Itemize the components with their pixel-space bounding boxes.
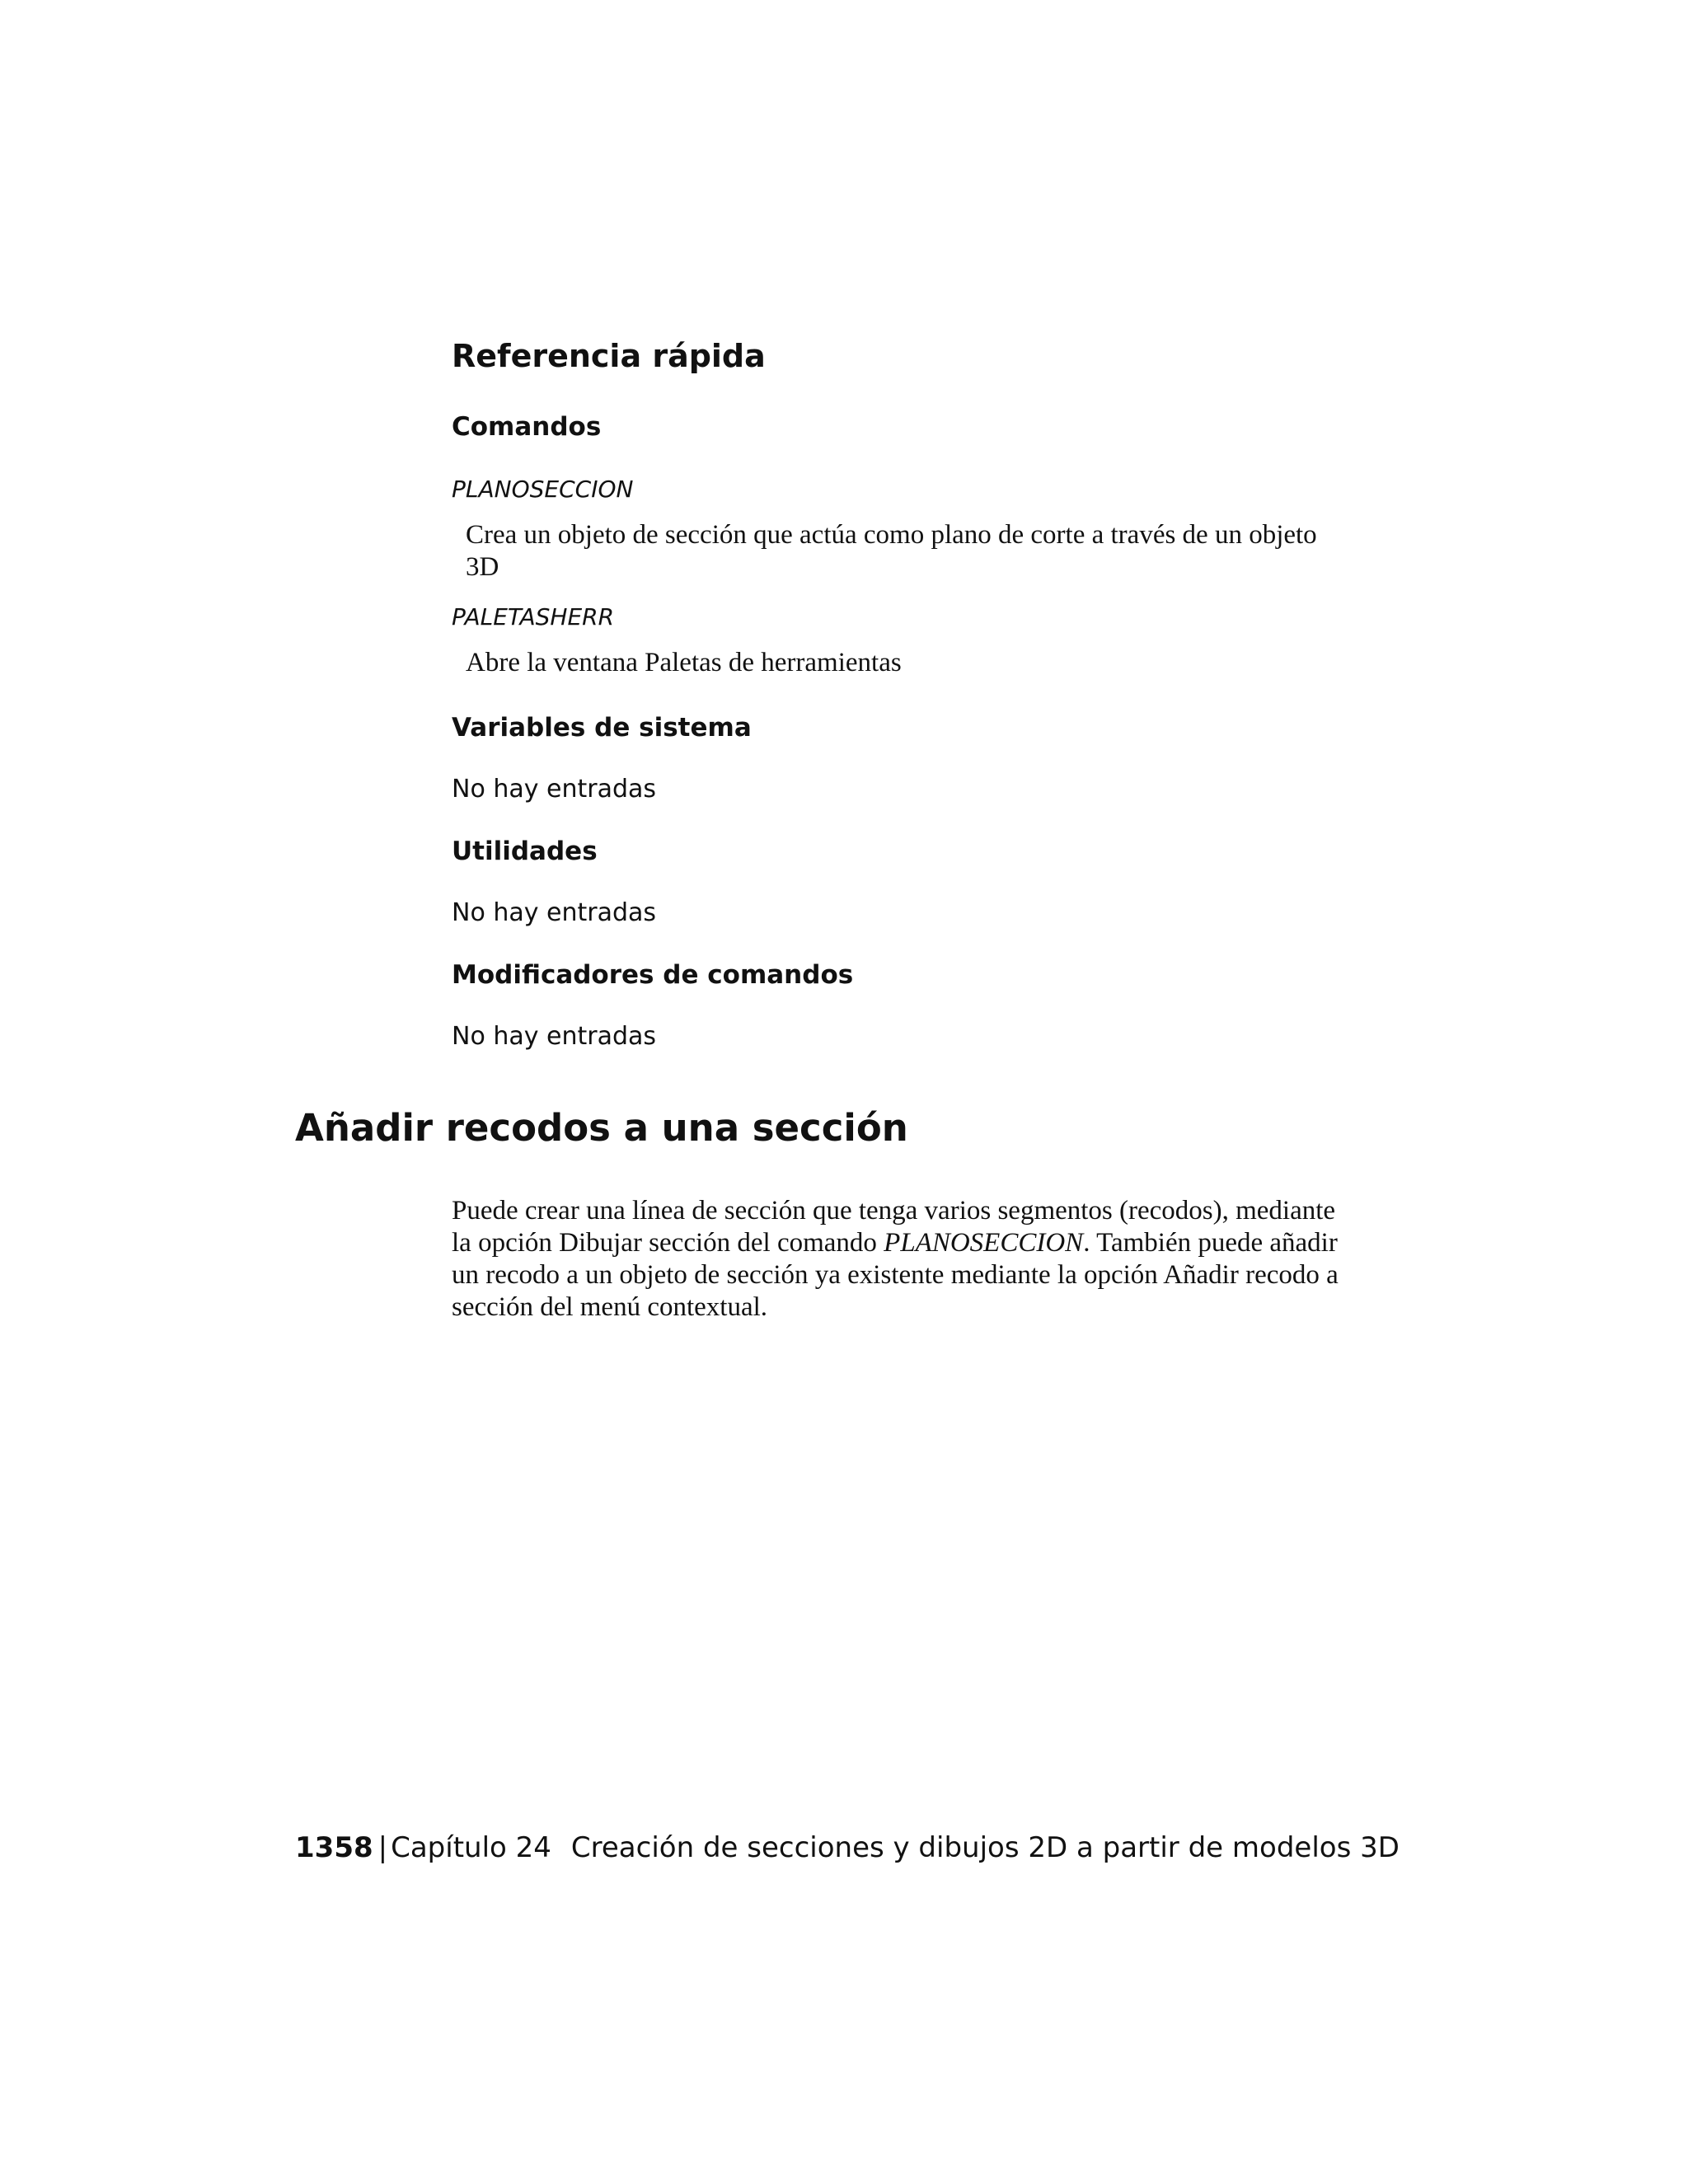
- command-modifiers-text: No hay entradas: [452, 1022, 657, 1051]
- command-description-planoseccion: Crea un objeto de sección que actúa como plano de corte a través de un objeto 3D: [466, 520, 1317, 582]
- command-name-planoseccion: PLANOSECCION: [452, 476, 634, 503]
- paragraph-text-part1: Puede crear una línea de sección que tenga varios segmentos (recodos), mediante la opción Dibujar sección del comando: [452, 1196, 1336, 1258]
- footer-chapter-title: Creación de secciones y dibujos 2D a partir de modelos 3D: [570, 1831, 1400, 1864]
- quick-reference-title: Referencia rápida: [452, 338, 766, 374]
- commands-heading: Comandos: [452, 412, 602, 442]
- page-number: 1358: [295, 1831, 373, 1864]
- footer-chapter: Capítulo 24: [391, 1831, 551, 1864]
- paragraph-command-reference: PLANOSECCION: [884, 1228, 1084, 1258]
- command-description-paletasherr: Abre la ventana Paletas de herramientas: [466, 648, 902, 677]
- paragraph-text-part2: . También puede añadir un recodo a un objeto de sección ya existente mediante la opción Añadir recodo a sección del menú contextual.: [452, 1228, 1339, 1322]
- system-variables-heading: Variables de sistema: [452, 713, 752, 743]
- page-footer: [295, 1831, 1400, 1864]
- command-name-paletasherr: PALETASHERR: [452, 603, 615, 630]
- section-paragraph: [452, 1195, 1350, 1324]
- utilities-text: No hay entradas: [452, 898, 657, 927]
- section-title: Añadir recodos a una sección: [295, 1106, 908, 1150]
- footer-separator: |: [377, 1831, 388, 1864]
- command-modifiers-heading: Modificadores de comandos: [452, 960, 854, 990]
- utilities-heading: Utilidades: [452, 837, 598, 866]
- system-variables-text: No hay entradas: [452, 775, 657, 804]
